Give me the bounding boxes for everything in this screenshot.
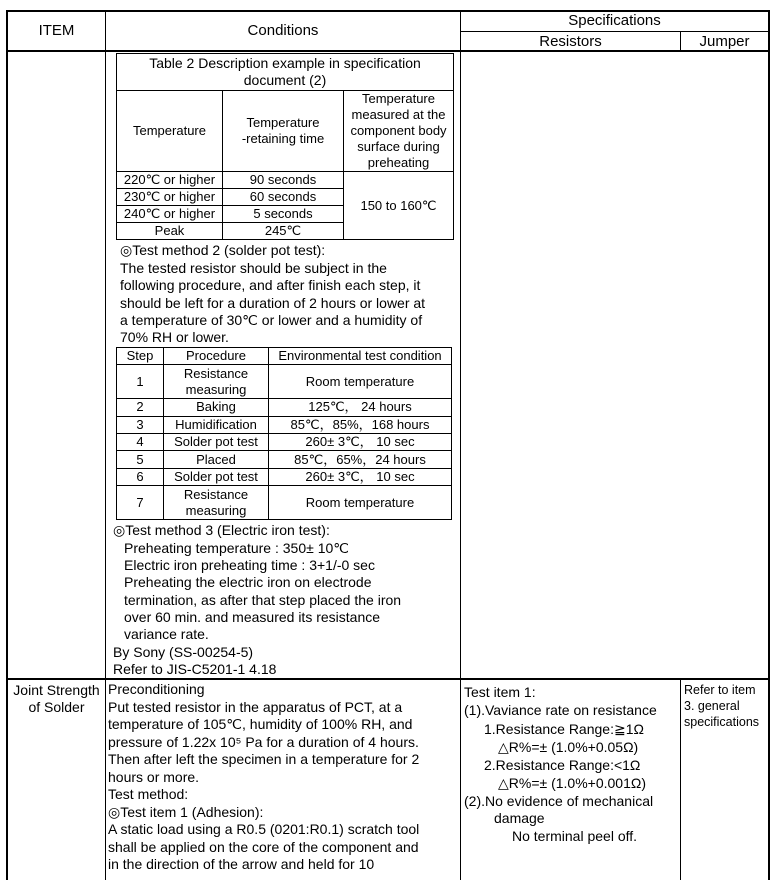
table2-cell: 60 seconds — [223, 189, 344, 206]
table2-cell: 220℃ or higher — [117, 172, 223, 189]
steps-cell: Resistance measuring — [164, 486, 269, 520]
steps-cell: 85℃，65%，24 hours — [269, 451, 452, 468]
steps-header-procedure: Procedure — [164, 348, 269, 365]
joint-condition-line: Test method: — [108, 786, 189, 802]
joint-resistor-line: 2.Resistance Range:<1Ω — [484, 757, 641, 773]
joint-resistor-line: (2).No evidence of mechanical — [464, 793, 654, 809]
joint-resistor-line: No terminal peel off. — [512, 828, 638, 844]
method3-by-sony: By Sony (SS-00254-5) — [113, 644, 254, 660]
joint-item-label: Joint Strength of Solder — [13, 682, 100, 715]
steps-cell: Placed — [164, 451, 269, 468]
row-divider — [6, 678, 770, 680]
table2-cell: 240℃ or higher — [117, 206, 223, 223]
joint-condition-line: A static load using a R0.5 (0201:R0.1) scratch tool — [108, 821, 420, 837]
joint-resistor-line: △R%=± (1.0%+0.05Ω) — [498, 739, 639, 755]
steps-cell: 1 — [117, 365, 164, 399]
header-resistors: Resistors — [539, 33, 602, 50]
steps-table — [116, 347, 452, 520]
method3-line: variance rate. — [124, 626, 209, 642]
table2-cell: 5 seconds — [223, 206, 344, 223]
method2-heading: ◎Test method 2 (solder pot test): — [120, 242, 326, 258]
steps-cell: 125℃， 24 hours — [269, 399, 452, 416]
joint-resistor-line: damage — [494, 810, 545, 826]
steps-cell: 3 — [117, 416, 164, 433]
steps-cell: Humidification — [164, 416, 269, 433]
steps-cell: 7 — [117, 486, 164, 520]
steps-cell: 260± 3℃， 10 sec — [269, 468, 452, 485]
method3-line: Preheating the electric iron on electrode — [124, 574, 372, 590]
joint-condition-line: Put tested resistor in the apparatus of PCT, at a — [108, 699, 403, 715]
steps-cell: 5 — [117, 451, 164, 468]
method2-line: should be left for a duration of 2 hours or lower at — [120, 295, 426, 311]
header-jumper: Jumper — [699, 33, 750, 50]
joint-resistor-line: △R%=± (1.0%+0.001Ω) — [498, 775, 646, 791]
steps-header-step: Step — [117, 348, 164, 365]
table2-reflow-profile — [116, 53, 454, 240]
method3-line: Preheating temperature : 350± 10℃ — [124, 540, 349, 556]
method3-line: over 60 min. and measured its resistance — [124, 609, 381, 625]
steps-cell: 85℃，85%，168 hours — [269, 416, 452, 433]
spec-subheader-line — [460, 31, 770, 32]
joint-condition-line: temperature of 105℃, humidity of 100% RH, and — [108, 716, 413, 732]
header-item: ITEM — [38, 22, 75, 39]
joint-jumper-line: 3. general — [684, 699, 740, 713]
joint-condition-line: ◎Test item 1 (Adhesion): — [108, 804, 264, 820]
steps-cell: Baking — [164, 399, 269, 416]
method2-line: 70% RH or lower. — [120, 329, 229, 345]
method3-refer: Refer to JIS-C5201-1 4.18 — [113, 661, 277, 677]
jumper-column-divider — [680, 679, 681, 880]
steps-cell: Solder pot test — [164, 468, 269, 485]
table2-preheat-value: 150 to 160℃ — [344, 172, 454, 240]
method2-line: following procedure, and after finish each step, it — [120, 277, 421, 293]
table2-cell: 90 seconds — [223, 172, 344, 189]
joint-condition-line: Preconditioning — [108, 681, 205, 697]
header-bottom-border — [6, 50, 770, 52]
steps-cell: Solder pot test — [164, 433, 269, 450]
table2-col-measured-temp: Temperature measured at the component body surface during preheating — [344, 91, 454, 172]
outer-left-border — [6, 10, 8, 880]
item-column-divider — [105, 10, 106, 880]
table2-cell: 245℃ — [223, 223, 344, 240]
method3-line: Electric iron preheating time : 3+1/-0 sec — [124, 557, 375, 573]
steps-cell: Resistance measuring — [164, 365, 269, 399]
steps-cell: Room temperature — [269, 365, 452, 399]
joint-resistor-line: Test item 1: — [464, 684, 536, 700]
header-specifications: Specifications — [568, 12, 661, 29]
method3-line: termination, as after that step placed the iron — [124, 592, 402, 608]
joint-jumper-line: Refer to item — [684, 683, 756, 697]
joint-condition-line: pressure of 1.22x 10⁵ Pa for a duration of 4 hours. — [108, 734, 419, 750]
table2-col-retaining-time: Temperature -retaining time — [223, 91, 344, 172]
header-conditions: Conditions — [247, 22, 319, 39]
table2-col-temperature: Temperature — [117, 91, 223, 172]
steps-cell: 2 — [117, 399, 164, 416]
conditions-column-divider — [460, 10, 461, 880]
joint-jumper-line: specifications — [684, 715, 760, 729]
joint-condition-line: Then after left the specimen in a temperature for 2 — [108, 751, 420, 767]
steps-cell: 260± 3℃， 10 sec — [269, 433, 452, 450]
joint-condition-line: in the direction of the arrow and held for 10 — [108, 856, 375, 872]
table2-cell: Peak — [117, 223, 223, 240]
joint-resistor-line: 1.Resistance Range:≧1Ω — [484, 721, 644, 737]
method3-heading: ◎Test method 3 (Electric iron test): — [113, 522, 330, 538]
steps-cell: Room temperature — [269, 486, 452, 520]
steps-cell: 6 — [117, 468, 164, 485]
joint-resistor-line: (1).Vaviance rate on resistance — [464, 702, 657, 718]
method2-line: The tested resistor should be subject in the — [120, 260, 387, 276]
method2-line: a temperature of 30℃ or lower and a humidity of — [120, 312, 423, 328]
outer-right-border — [768, 10, 770, 880]
table2-title: Table 2 Description example in specification document (2) — [117, 54, 454, 91]
joint-condition-line: shall be applied on the core of the component and — [108, 839, 419, 855]
table2-cell: 230℃ or higher — [117, 189, 223, 206]
steps-cell: 4 — [117, 433, 164, 450]
steps-header-condition: Environmental test condition — [269, 348, 452, 365]
joint-condition-line: hours or more. — [108, 769, 200, 785]
